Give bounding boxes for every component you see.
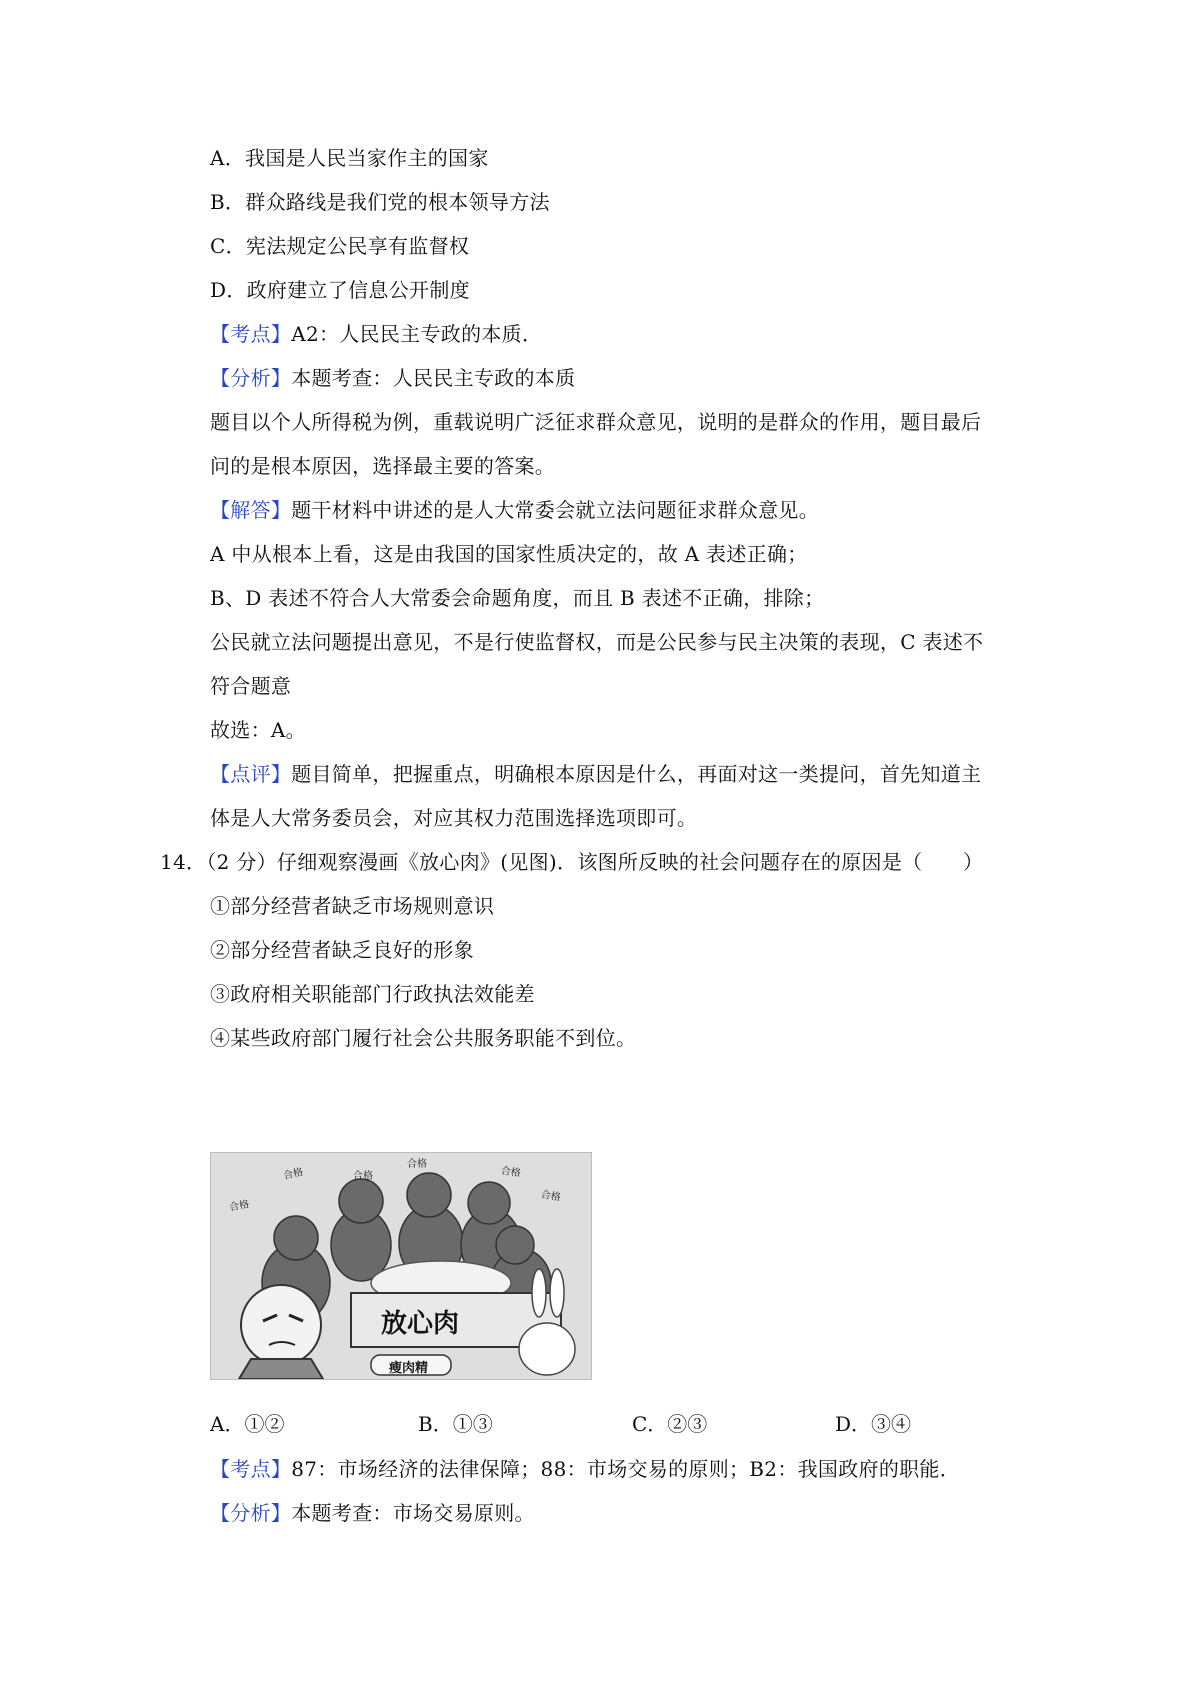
q14-options (210, 1411, 950, 1437)
q14-option-b: B．①③ (418, 1412, 493, 1436)
fenxi-tag: 【分析】 (210, 1501, 292, 1525)
q13-option-d: D．政府建立了信息公开制度 (210, 278, 470, 302)
q14-item-2: ②部分经营者缺乏良好的形象 (210, 938, 474, 962)
q13-dianping (210, 761, 981, 787)
q13-jieda-line2: A 中从根本上看，这是由我国的国家性质决定的，故 A 表述正确； (210, 542, 808, 566)
cartoon-small-sign: 瘦肉精 (389, 1361, 429, 1376)
q14-option-a: A．①② (210, 1412, 285, 1436)
kaodian-tag: 【考点】 (210, 1457, 292, 1481)
q13-fenxi (210, 365, 575, 391)
dianping-text: 题目简单，把握重点，明确根本原因是什么，再面对这一类提问，首先知道主 (291, 762, 982, 786)
fenxi-text: 本题考查：人民民主专政的本质 (291, 366, 576, 390)
q13-jieda (210, 497, 819, 523)
q13-dianping-line2: 体是人大常务委员会，对应其权力范围选择选项即可。 (210, 806, 698, 830)
q14-item-1: ①部分经营者缺乏市场规则意识 (210, 894, 495, 918)
q14-option-c: C．②③ (632, 1412, 708, 1436)
q14-item-3: ③政府相关职能部门行政执法效能差 (210, 982, 535, 1006)
cartoon-sign-text: 放心肉 (381, 1309, 460, 1339)
kaodian-text: A2：人民民主专政的本质． (291, 322, 543, 346)
q13-option-c: C．宪法规定公民享有监督权 (210, 234, 470, 258)
q14-kaodian (210, 1456, 960, 1482)
kaodian-tag: 【考点】 (210, 322, 292, 346)
q13-option-a: A．我国是人民当家作主的国家 (210, 146, 489, 170)
q14-item-4: ④某些政府部门履行社会公共服务职能不到位。 (210, 1026, 637, 1050)
cartoon-stamp: 合格 (282, 1166, 305, 1182)
q14-stem: 14．（2 分）仔细观察漫画《放心肉》(见图)．该图所反映的社会问题存在的原因是（ ） (160, 850, 984, 874)
q13-option-b: B．群众路线是我们党的根本领导方法 (210, 190, 550, 214)
jieda-text: 题干材料中讲述的是人大常委会就立法问题征求群众意见。 (291, 498, 820, 522)
fenxi-text: 本题考查：市场交易原则。 (291, 1501, 535, 1525)
cartoon-stamp: 合格 (228, 1199, 251, 1214)
cartoon-stamp: 合格 (539, 1189, 562, 1204)
dianping-tag: 【点评】 (210, 762, 292, 786)
q14-option-d: D．③④ (835, 1412, 912, 1436)
fenxi-tag: 【分析】 (210, 366, 292, 390)
q14-fenxi (210, 1500, 535, 1526)
q13-fenxi-line3: 问的是根本原因，选择最主要的答案。 (210, 454, 556, 478)
q13-jieda-line4: 公民就立法问题提出意见，不是行使监督权，而是公民参与民主决策的表现，C 表述不 (210, 630, 984, 654)
q13-jieda-line6: 故选：A。 (210, 718, 306, 742)
cartoon-image (210, 1152, 592, 1380)
cartoon-stamp: 合格 (353, 1171, 373, 1182)
kaodian-text: 87：市场经济的法律保障；88：市场交易的原则；B2：我国政府的职能． (291, 1457, 961, 1481)
q13-jieda-line3: B、D 表述不符合人大常委会命题角度，而且 B 表述不正确，排除； (210, 586, 825, 610)
jieda-tag: 【解答】 (210, 498, 292, 522)
q13-kaodian (210, 321, 542, 347)
q13-jieda-line5: 符合题意 (210, 674, 292, 698)
cartoon-stamp: 合格 (407, 1159, 427, 1170)
cartoon-stamp: 合格 (500, 1165, 522, 1180)
q13-fenxi-line2: 题目以个人所得税为例，重载说明广泛征求群众意见，说明的是群众的作用，题目最后 (210, 410, 982, 434)
